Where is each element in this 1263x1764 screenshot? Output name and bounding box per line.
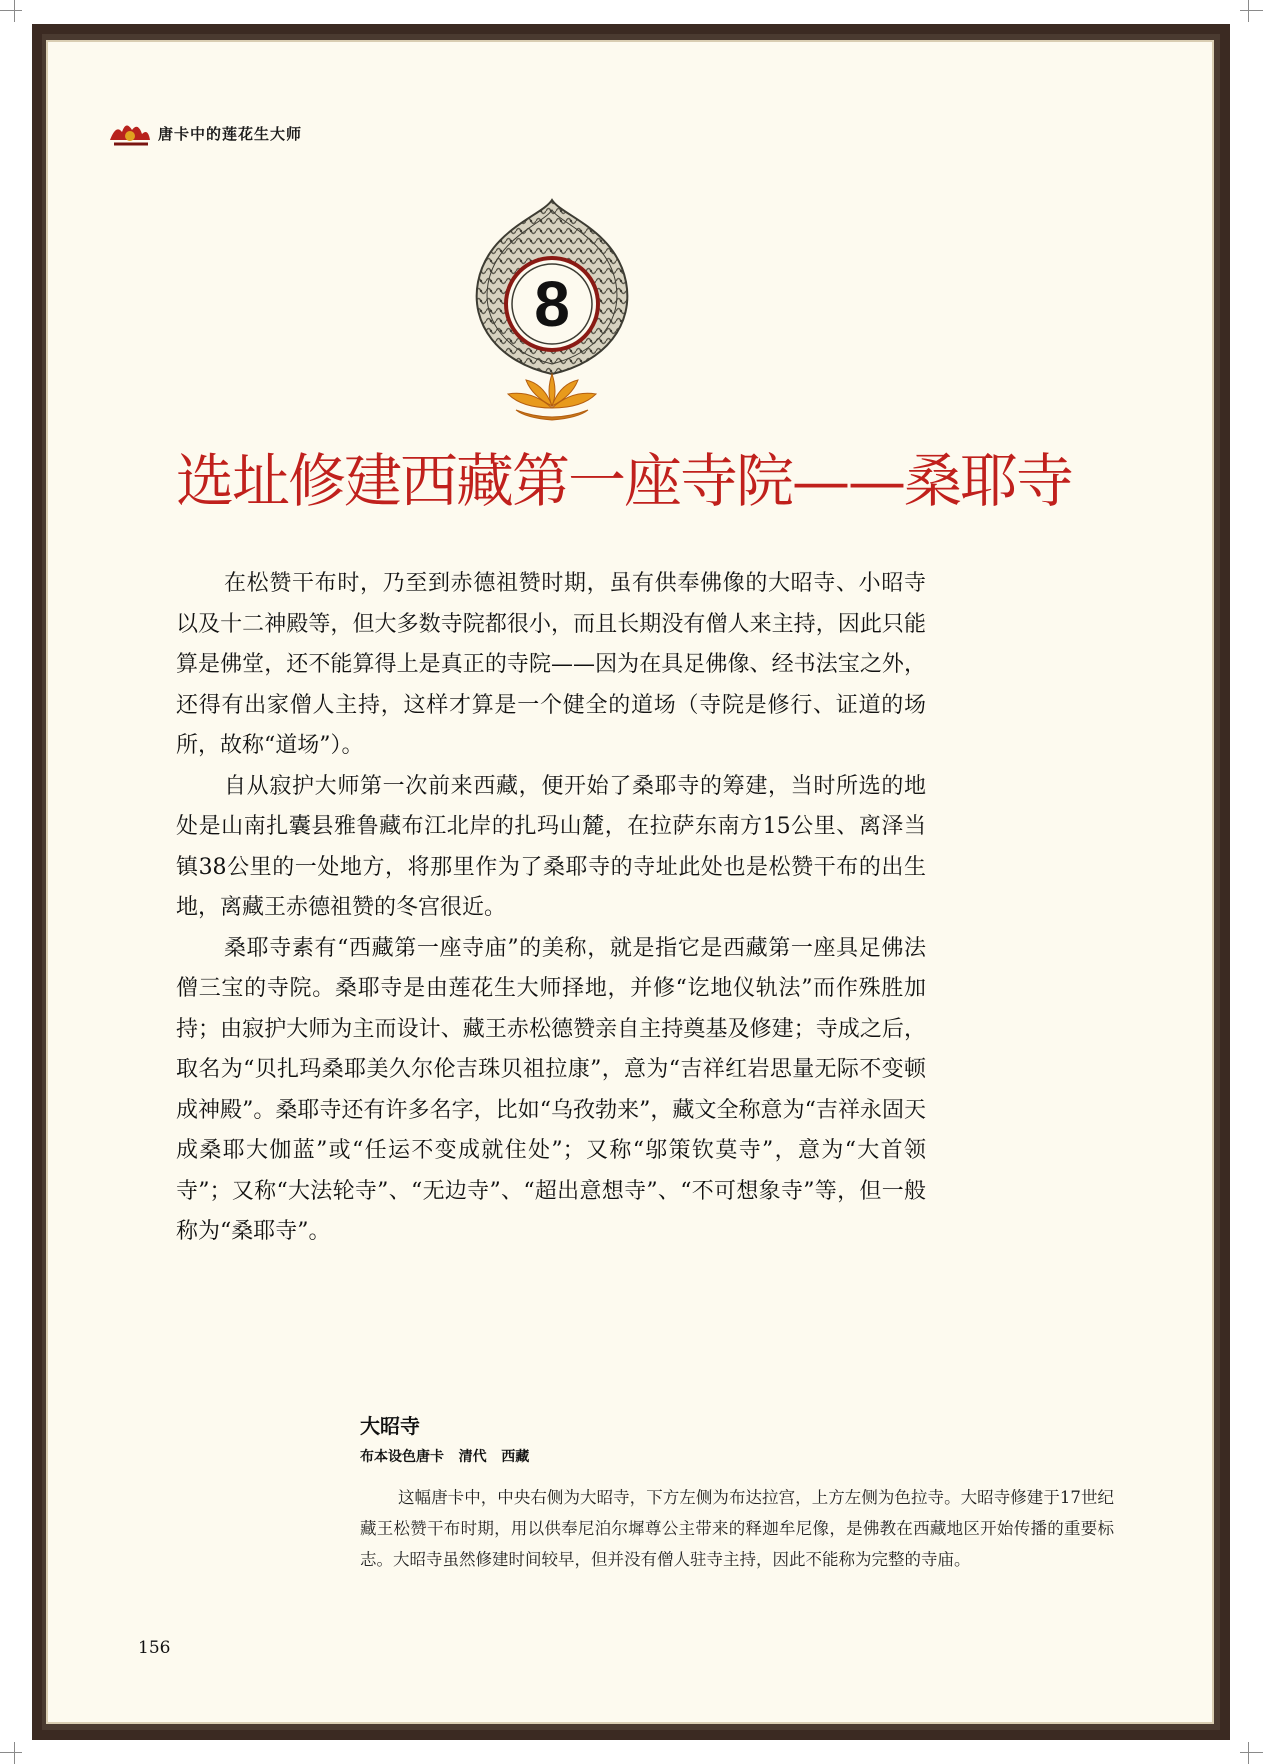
caption-material: 布本设色唐卡 — [360, 1449, 444, 1465]
paragraph: 在松赞干布时，乃至到赤德祖赞时期，虽有供奉佛像的大昭寺、小昭寺以及十二神殿等，但大多数寺院都很小，而且长期没有僧人来主持，因此只能算是佛堂，还不能算得上是真正的寺院——因为在具足佛像、经书法宝之外，还得有出家僧人主持，这样才算是一个健全的道场（寺院是修行、证道的场所，故称“道场”）。 — [176, 571, 926, 758]
paragraph: 自从寂护大师第一次前来西藏，便开始了桑耶寺的筹建，当时所选的地处是山南扎囊县雅鲁藏布江北岸的扎玛山麓，在拉萨东南方15公里、离泽当镇38公里的一处地方，将那里作为了桑耶寺的寺址此处也是松赞干布的出生地，离藏王赤德祖赞的冬宫很近。 — [176, 773, 926, 920]
paragraph: 桑耶寺素有“西藏第一座寺庙”的美称，就是指它是西藏第一座具足佛法僧三宝的寺院。桑耶寺是由莲花生大师择地，并修“讫地仪轨法”而作殊胜加持；由寂护大师为主而设计、藏王赤松德赞亲自主持奠基及修建；寺成之后，取名为“贝扎玛桑耶美久尔伦吉珠贝祖拉康”，意为“吉祥红岩思量无际不变顿成神殿”。桑耶寺还有许多名字，比如“乌孜勃来”，藏文全称意为“吉祥永固天成桑耶大伽蓝”或“任运不变成就住处”；又称“邬策钦莫寺”，意为“大首领寺”；又称“大法轮寺”、“无边寺”、“超出意想寺”、“不可想象寺”等，但一般称为“桑耶寺”。 — [176, 935, 926, 1244]
chapter-number: 8 — [534, 268, 570, 340]
chapter-emblem — [466, 196, 638, 436]
crop-mark — [0, 1752, 22, 1753]
chapter-title: 选址修建西藏第一座寺院——桑耶寺 — [176, 447, 1073, 515]
crop-mark — [1240, 1752, 1263, 1753]
caption-text — [360, 1482, 1114, 1575]
crop-mark — [1240, 10, 1263, 11]
book-title: 唐卡中的莲花生大师 — [158, 124, 303, 143]
caption-subtitle — [360, 1446, 529, 1466]
caption-title: 大昭寺 — [360, 1414, 420, 1438]
body-text — [176, 564, 926, 1253]
ornament-icon — [108, 118, 152, 148]
page-number: 156 — [138, 1638, 171, 1658]
crop-mark — [1248, 1742, 1249, 1764]
caption-paragraph: 这幅唐卡中，中央右侧为大昭寺，下方左侧为布达拉宫，上方左侧为色拉寺。大昭寺修建于17世纪藏王松赞干布时期，用以供奉尼泊尔墀尊公主带来的释迦牟尼像，是佛教在西藏地区开始传播的重要标志。大昭寺虽然修建时间较早，但并没有僧人驻寺主持，因此不能称为完整的寺庙。 — [360, 1488, 1114, 1569]
caption-period: 清代 — [458, 1449, 487, 1465]
caption-place: 西藏 — [501, 1449, 530, 1465]
running-header — [108, 116, 302, 150]
crop-mark — [14, 1742, 15, 1764]
crop-mark — [1248, 0, 1249, 22]
crop-mark — [14, 0, 15, 22]
crop-mark — [0, 10, 22, 11]
